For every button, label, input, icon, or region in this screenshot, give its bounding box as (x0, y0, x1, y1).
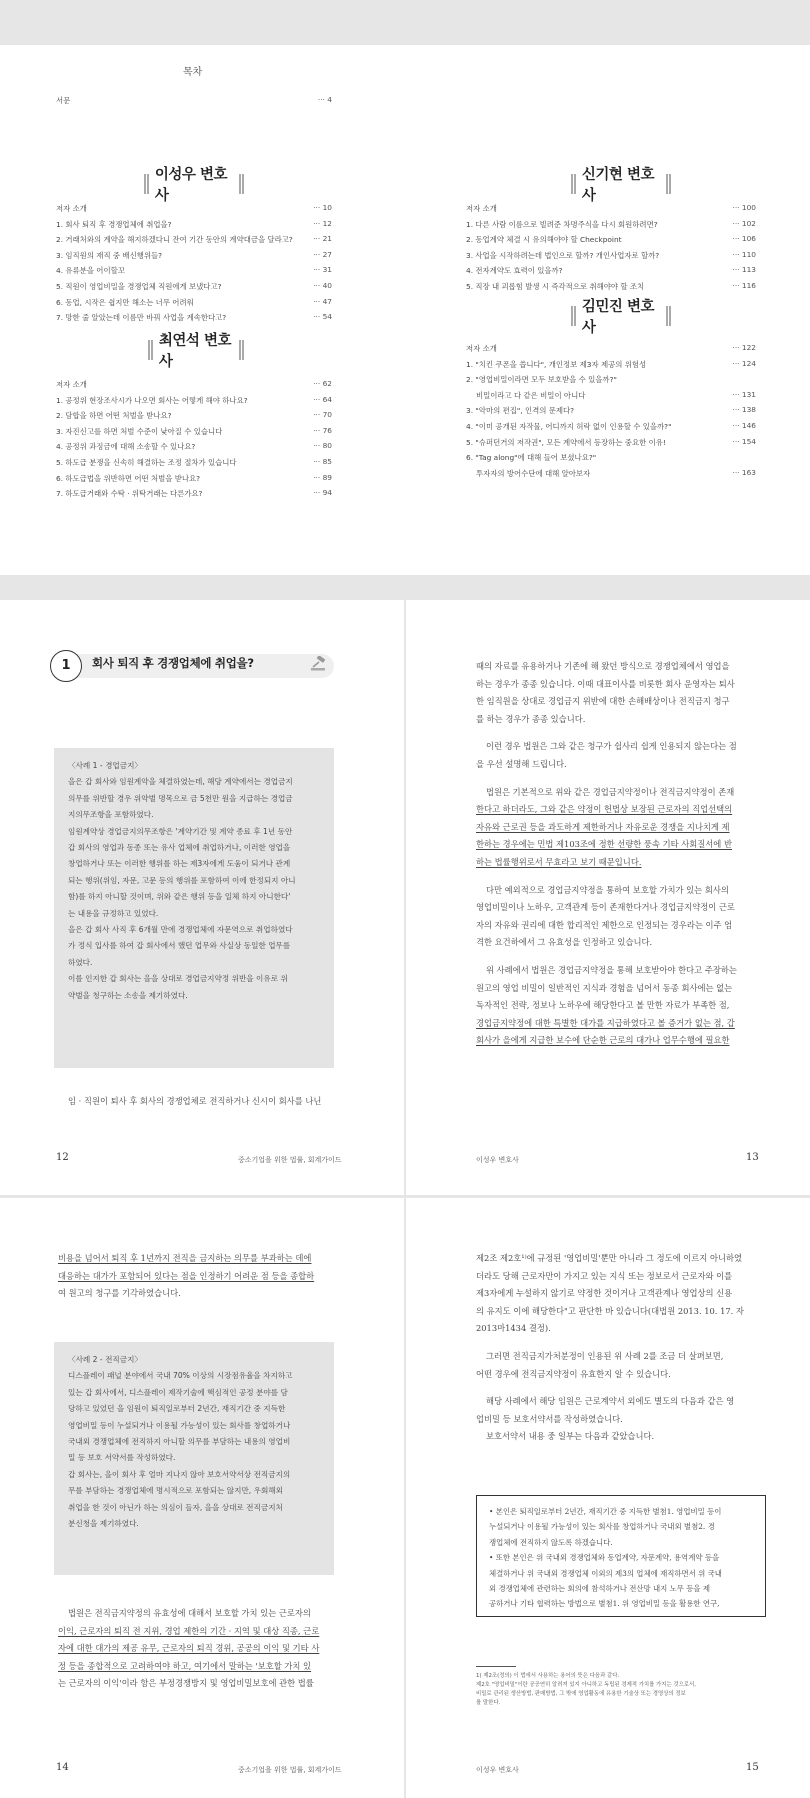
p12-body: 임 · 직원이 퇴사 후 회사의 경쟁업체로 전직하거나 신시이 회사를 나닌 (68, 1096, 322, 1106)
toc-entry[interactable]: 3. 자진신고를 하면 처벌 수준이 낮아질 수 있습니다 ··· 76 (56, 425, 332, 436)
pledge-line: 외 경쟁업체에 관련하는 회의에 참석하거나 전산망 내지 노무 등을 제 (489, 1584, 711, 1594)
toc-entry[interactable]: 1. 회사 퇴직 후 경쟁업체에 취업을? ··· 12 (56, 218, 332, 229)
pledge-line: • 또한 본인은 위 국내외 경쟁업체와 동업계약, 자문계약, 용역계약 등을 (489, 1553, 720, 1563)
toc-entry[interactable]: 2. 담합을 하면 어떤 처벌을 받나요? ··· 70 (56, 410, 332, 421)
body-line: 그러면 전직금지가처분정이 인용된 위 사례 2를 조금 더 살펴보면, (486, 1350, 724, 1361)
toc-author-bio[interactable]: 저자 소개 ··· 62 (56, 379, 332, 389)
running-header: 이성우 변호사 (476, 1766, 519, 1774)
footnote-line: 제2호 "영업비밀"이란 공공연히 알려져 있지 아니하고 독립된 경제적 가치를 가지는 것으로서, (476, 1682, 696, 1688)
p13-body (476, 658, 762, 1050)
toc-entry[interactable]: 5. 하도급 분쟁을 신속히 해결하는 조정 절차가 있습니다 ··· 85 (56, 457, 332, 467)
body-line: 하는 법률행위로서 무효라고 보기 때문입니다. (476, 856, 642, 867)
running-header: 이성우 변호사 (476, 1156, 519, 1164)
pledge-line: • 본인은 퇴직일로부터 2년간, 재직기간 중 지득한 별첨1. 영업비밀 등이 (489, 1507, 722, 1516)
body-line: 더라도 당해 근로자만이 가지고 있는 지식 또는 정보로서 근로자와 이를 (476, 1270, 733, 1281)
toc-entry[interactable]: 비밀이라고 다 같은 비밀이 아니다 ··· 131 (476, 389, 756, 400)
body-line: 이런 경우 법원은 그와 같은 청구가 쉽사리 쉽게 인용되지 않는다는 점 (486, 741, 737, 752)
body-line: 하는 경우가 종종 있습니다. 이때 대표이사를 비롯한 회사 운영자는 퇴사 (476, 678, 735, 689)
body-line: 자에 대한 대가의 제공 유무, 근로자의 퇴직 경위, 공공의 이익 및 기타 사 (58, 1643, 320, 1654)
body-line: 이익, 근로자의 퇴직 전 지위, 경업 제한의 기간 · 지역 및 대상 직종, 근로 (58, 1625, 320, 1636)
pledge-box (476, 1495, 766, 1617)
body-line: 대응하는 대가가 포함되어 있다는 점을 인정하기 어려운 점 등을 종합하 (58, 1270, 315, 1281)
toc-author-bio[interactable]: 저자 소개 ··· 10 (56, 203, 332, 213)
body-line: 한하는 경우에는 민법 제103조에 정한 선량한 풍속 기타 사회질서에 반 (476, 839, 732, 850)
toc-author-header: 최연석 변호사 (142, 337, 250, 363)
pledge-line: 쟁업체에 전직하지 않도록 하겠습니다. (489, 1537, 613, 1547)
body-line: 법원은 기본적으로 위와 같은 경업금지약정이나 전직금지약정이 존재 (486, 786, 735, 797)
body-line: 보호서약서 내용 중 일부는 다음과 같았습니다. (486, 1431, 655, 1442)
toc-author-bio[interactable]: 저자 소개 ··· 122 (466, 343, 756, 353)
case-line: 〈사례 1 - 경업금지〉 (68, 761, 143, 770)
pledge-line: 공하거나 기타 협력하는 방법으로 별첨1. 위 영업비밀 등을 활용한 연구, (489, 1599, 720, 1609)
page-number: 15 (746, 1762, 759, 1773)
case-line: 있는 갑 회사에서, 디스플레이 제작기술에 핵심적인 공정 분야를 담 (68, 1387, 288, 1397)
body-line: 을 우선 설명해 드립니다. (476, 758, 567, 769)
body-line: 어떤 경우에 전직금지약정이 유효한지 알 수 있습니다. (476, 1368, 671, 1379)
body-line: 영업비밀이나 노하우, 고객관계 등이 존재한다거나 경업금지약정이 근로 (476, 902, 735, 913)
case-line: 무를 부담하는 경쟁업체에 명시적으로 포함되는 않지만, 우회해외 (68, 1486, 283, 1496)
case-line: 당하고 있었던 을 임원이 퇴직일로부터 2년간, 재직기간 중 지득한 (68, 1404, 286, 1414)
body-line: 해당 사례에서 해당 임원은 근로계약서 외에도 별도의 다음과 같은 영 (486, 1396, 735, 1407)
case-line: 는 내용을 규정하고 있었다. (68, 908, 159, 918)
top-band (0, 0, 810, 45)
case-line: 함)를 하지 아니할 것이며, 위와 같은 행위 등을 일체 하지 아니한다' (68, 892, 291, 902)
toc-entry[interactable]: 2. "영업비밀이라면 모두 보호받을 수 있을까?" (466, 375, 617, 385)
body-line: 여 원고의 청구를 기각하였습니다. (58, 1288, 181, 1299)
case-line: 〈사례 2 - 전직금지〉 (68, 1355, 143, 1364)
toc-author-bio[interactable]: 저자 소개 ··· 100 (466, 203, 756, 213)
body-line: 정 등을 종합적으로 고려하여야 하고, 여기에서 말하는 '보호할 가치 있 (58, 1660, 312, 1671)
footnote-line: 1) 제2조(정의) 이 법에서 사용하는 용어의 뜻은 다음과 같다. (476, 1673, 620, 1679)
toc-entry[interactable]: 4. 공정위 과징금에 대해 소송할 수 있나요? ··· 80 (56, 441, 332, 452)
toc-entry[interactable]: 3. "악마의 편집", 인격의 문제다? ··· 138 (466, 405, 756, 416)
toc-entry[interactable]: 5. 직장 내 괴롭힘 발생 시 즉각적으로 취해야야 할 조치 ··· 116 (466, 281, 756, 291)
footnote-divider (476, 1666, 516, 1667)
toc-sheet (0, 45, 810, 575)
page-number: 12 (56, 1152, 69, 1163)
toc-entry[interactable]: 1. "치킨 쿠폰을 씁니다", 개인정보 제3자 제공의 위험성 ··· 124 (466, 358, 756, 369)
toc-entry[interactable]: 5. "슈퍼던거의 저작권", 모든 계약에서 등장하는 중요한 이유! ··· 154 (466, 436, 756, 447)
case-line: 이를 인지한 갑 회사는 을을 상대로 경업금지약정 위반을 이유로 위 (68, 974, 288, 984)
body-line: 때의 자료를 유용하거나 기존에 해 왔던 방식으로 경쟁업체에서 영업을 (476, 661, 730, 671)
body-line: 의 유지도 이에 해당한다"고 판단한 바 있습니다(대법원 2013. 10. 17. 자 (476, 1305, 744, 1316)
toc-entry[interactable]: 4. 유류분을 어이할꼬 ··· 31 (56, 265, 332, 276)
toc-entry[interactable]: 5. 직원이 영업비밀을 경쟁업체 직원에게 보냈다고? ··· 40 (56, 281, 332, 291)
body-line: 위 사례에서 법원은 경업금지약정을 통해 보호받아야 한다고 주장하는 (486, 964, 737, 975)
pledge-line: 누설되거나 이용될 가능성이 있는 회사를 창업하거나 국내외 별첨2. 경 (489, 1522, 715, 1532)
body-line: 원고의 영업 비밀이 일반적인 지식과 경험을 넘어서 동종 회사에는 없는 (476, 982, 733, 993)
toc-entry[interactable]: 7. 하도급거래와 수탁 · 위탁거래는 다른가요? ··· 94 (56, 488, 332, 499)
case-line: 창업하거나 또는 이러한 행위를 하는 제3자에게 도움이 되거나 관계 (68, 859, 291, 869)
body-line: 자유와 근로권 등을 과도하게 제한하거나 자유로운 경쟁을 지나치게 제 (476, 821, 730, 832)
case-line: 디스플레이 패널 분야에서 국내 70% 이상의 시장점유율을 차지하고 (68, 1371, 293, 1381)
pledge-line: 체결하거나 위 국내외 경쟁업체 이외의 제3의 업체에 재직하면서 위 국내 (489, 1568, 722, 1578)
p14-body-bottom (58, 1605, 344, 1693)
body-line: 독자적인 전략, 정보나 노하우에 해당한다고 볼 만한 자료가 부족한 점, (476, 1000, 730, 1011)
body-line: 비용을 넘어서 퇴직 후 1년까지 전직을 금지하는 의무를 부과하는 데에 (58, 1253, 312, 1263)
case-line: 되는 행위(위임, 자문, 고문 등의 행위를 포함하여 이에 한정되지 아니 (68, 875, 296, 885)
toc-entry[interactable]: 2. 동업계약 체결 시 유의해야야 할 Checkpoint ··· 106 (466, 234, 756, 245)
body-line: 법원은 전직금지약정의 유효성에 대해서 보호할 가치 있는 근로자의 (68, 1608, 311, 1618)
toc-entry[interactable]: 7. 망한 줄 알았는데 이름만 바꿔 사업을 계속한다고? ··· 54 (56, 312, 332, 323)
case-line: 약벌을 청구하는 소송을 제기하였다. (68, 990, 188, 1000)
body-line: 는 근로자의 이익'이라 함은 부정경쟁방지 및 영업비밀보호에 관한 법률 (58, 1678, 314, 1689)
toc-entry[interactable]: 1. 다른 사람 이름으로 빌려준 차명주식을 다시 회원하려면? ··· 102 (466, 218, 756, 229)
case-line: 국내외 경쟁업체에 전직하지 아니할 의무를 부담하는 내용의 영업비 (68, 1437, 291, 1447)
toc-entry[interactable]: 1. 공정위 현장조사시가 나오면 회사는 어떻게 해야 하나요? ··· 64 (56, 394, 332, 405)
page-number: 14 (56, 1762, 69, 1773)
toc-preface[interactable]: 서문 ··· 4 (56, 95, 332, 105)
body-line: 경업금지약정에 대한 특별한 대가를 지급하였다고 볼 증거가 없는 점, 갑 (476, 1017, 735, 1028)
footnote-line: 비밀로 관리된 생산방법, 판매방법, 그 밖에 영업활동에 유용한 기술상 또는 경영상의 정보 (476, 1691, 686, 1697)
body-line: 2013마1434 결정). (476, 1323, 551, 1334)
toc-entry[interactable]: 투자자의 방어수단에 대해 알아보자 ··· 163 (476, 467, 756, 478)
p14-body-top (58, 1250, 344, 1303)
case-line: 분신청을 제기하였다. (68, 1519, 139, 1529)
case-box-1 (54, 748, 334, 1068)
page-number: 13 (746, 1152, 759, 1163)
case-line: 임원계약상 경업금지의무조항은 '계약기간 및 계약 종료 후 1년 동안 (68, 826, 293, 836)
toc-entry[interactable]: 6. "Tag along"에 대해 들어 보셨나요?" (466, 453, 597, 463)
case-box-2 (54, 1342, 334, 1575)
body-line: 회사가 을에게 지급한 보수에 단순한 근로의 대가나 업무수행에 필요한 (476, 1035, 730, 1046)
toc-entry[interactable]: 4. "이미 공개된 자작물, 어디까지 허락 없이 인용할 수 있을까?" ··· 146 (466, 421, 756, 431)
case-line: 지의무조항을 포함하였다. (68, 810, 154, 820)
toc-entry[interactable]: 3. 사업을 시작하려는데 법인으로 할까? 개인사업자로 할까? ··· 110 (466, 249, 756, 260)
body-line: 자의 자유와 권리에 대한 합리적인 제한으로 인정되는 경우라는 이주 엄 (476, 919, 733, 930)
body-line: 한다고 하더라도, 그와 같은 약정이 헌법상 보장된 근로자의 직업선택의 (476, 804, 733, 815)
gavel-icon (310, 656, 328, 672)
toc-title: 목차 (183, 67, 203, 78)
p15-body (476, 1250, 762, 1446)
toc-entry[interactable]: 3. 임직원의 재직 중 배신행위들? ··· 27 (56, 249, 332, 260)
case-line: 영업비밀 등이 누설되거나 이용될 가능성이 있는 회사를 창업하거나 (68, 1420, 291, 1430)
case-line: 하였다. (68, 957, 93, 967)
footnote (476, 1672, 766, 1708)
running-header: 중소기업을 위한 법률, 회계가이드 (238, 1766, 342, 1774)
toc-entry[interactable]: 2. 거래처와의 계약을 해지하겠다니 잔여 기간 동안의 계약대금을 달라고? ··· 21 (56, 234, 332, 245)
footnote-line: 를 말한다. (476, 1700, 501, 1706)
body-line: 제2조 제2호¹⁾에 규정된 '영업비밀'뿐만 아니라 그 정도에 이르지 아니하였 (476, 1253, 742, 1263)
chapter-number: 1 (50, 650, 82, 682)
gap-band (0, 575, 810, 600)
toc-entry[interactable]: 4. 전자계약도 효력이 있을까? ··· 113 (466, 265, 756, 276)
case-line: 갑 회사는, 을이 회사 후 얼마 지나지 않아 보호서약서상 전직금지의 (68, 1469, 291, 1479)
case-line: 갑 회사의 영업과 동종 또는 유사 업체에 취업하거나, 이러한 영업을 (68, 843, 291, 853)
body-line: 한 임직원을 상대로 경업금지 위반에 대한 손해배상이나 전직금지 청구 (476, 696, 730, 707)
body-line: 격한 요건하에서 그 유효성을 인정하고 있습니다. (476, 937, 653, 948)
chapter-heading (50, 650, 334, 684)
toc-author-header: 이성우 변호사 (138, 171, 250, 197)
toc-entry[interactable]: 6. 동업, 시작은 쉽지만 해소는 너무 어려워 ··· 47 (56, 296, 332, 307)
toc-author-header: 김민진 변호사 (565, 303, 677, 329)
toc-entry[interactable]: 6. 하도급법을 위반하면 어떤 처벌을 받나요? ··· 89 (56, 472, 332, 483)
body-line: 를 하는 경우가 종종 있습니다. (476, 713, 586, 724)
body-line: 다만 예외적으로 경업금지약정을 통하여 보호할 가치가 있는 회사의 (486, 884, 729, 895)
case-line: 을은 갑 회사와 임원계약을 체결하였는데, 해당 계약에서는 경업금지 (68, 777, 293, 787)
toc-author-header: 신기현 변호사 (565, 171, 677, 197)
case-line: 의무를 위반할 경우 위약벌 명목으로 금 5천만 원을 지급하는 경업금 (68, 793, 293, 803)
case-line: 밀 등 보호 서약서를 작성하였다. (68, 1453, 176, 1463)
body-line: 업비밀 등 보호서약서를 작성하였습니다. (476, 1413, 623, 1424)
case-line: 취업을 한 것이 아닌가 하는 의심이 들자, 을을 상대로 전직금지처 (68, 1502, 283, 1512)
case-line: 가 정식 입사를 하여 갑 회사에서 했던 업무와 사실상 동일한 업무를 (68, 941, 291, 951)
running-header: 중소기업을 위한 법률, 회계가이드 (238, 1156, 342, 1164)
chapter-title: 회사 퇴직 후 경쟁업체에 취업을? (92, 656, 254, 670)
case-line: 을은 갑 회사 사직 후 6개월 만에 경쟁업체에 자문역으로 취업하였다 (68, 925, 293, 935)
body-line: 제3자에게 누설하지 않기로 약정한 것이거나 고객관계나 영업상의 신용 (476, 1288, 733, 1299)
